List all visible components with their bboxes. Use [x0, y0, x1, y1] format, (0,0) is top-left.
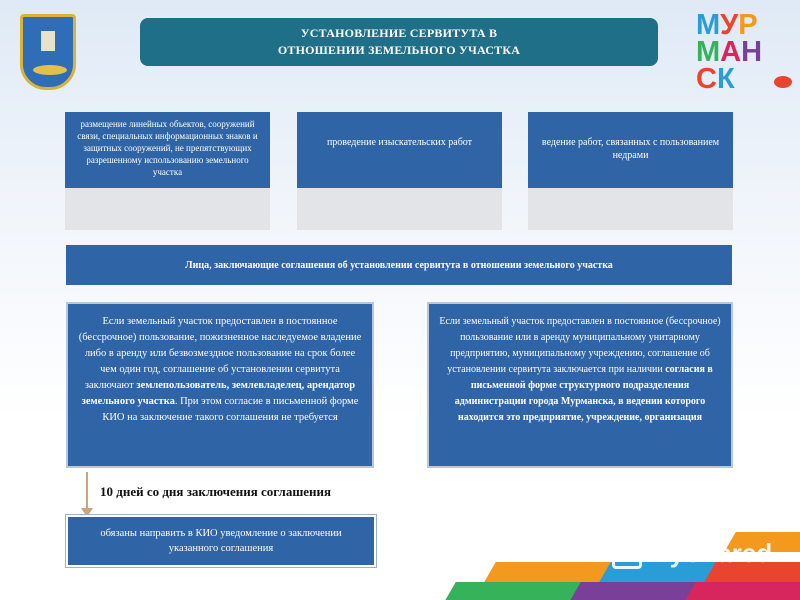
right-condition-text-1: Если земельный участок предоставлен в постоянное (бессрочное) пользование или в аренду муниципальному унитарному предприятию, муниципальному учреждению, соглашение об установлении сервитута заключается при наличии: [439, 316, 721, 375]
myshared-watermark: [612, 538, 772, 569]
page-title: УСТАНОВЛЕНИЕ СЕРВИТУТА В ОТНОШЕНИИ ЗЕМЕЛЬНОГО УЧАСТКА: [277, 26, 521, 57]
purpose-card-subsoil-works: [528, 112, 733, 230]
notice-box: [66, 515, 376, 567]
notice-text: обязаны направить в КИО уведомление о заключении указанного соглашения: [100, 528, 342, 554]
stripe: [444, 582, 586, 600]
parties-banner: [66, 245, 732, 285]
stripe: [684, 582, 800, 600]
right-condition-block: [427, 302, 733, 468]
stripe: [569, 582, 701, 600]
logo-letter: Р: [738, 9, 758, 41]
left-condition-text-2: . При этом согласие в письменной форме КИО на заключение такого соглашения не требуется: [102, 396, 359, 423]
page-title-box: [140, 18, 658, 66]
logo-row-3: [696, 63, 786, 95]
logo-fish-icon: [774, 76, 792, 88]
stripe: [484, 562, 616, 582]
murmansk-logo: [696, 9, 786, 96]
purpose-card-survey-works: [297, 112, 502, 230]
logo-letter: А: [720, 36, 742, 68]
crest-fish: [33, 65, 67, 75]
left-condition-text-1: Если земельный участок предоставлен в постоянное (бессрочное) пользование, пожизненное наследуемое владение либо в аренду или безвозмездное пользование на срок более чем один год, соглашение об установлении сервитута заключают: [78, 316, 362, 391]
logo-letter: М: [696, 36, 721, 68]
watermark-text: MyShared: [648, 538, 773, 568]
logo-row-2: [696, 36, 786, 68]
left-condition-bold: землепользователь, землевладелец, арендатор земельного участка: [81, 380, 356, 407]
myshared-logo-icon: [612, 539, 642, 569]
logo-row-1: [696, 9, 786, 41]
logo-letter: К: [716, 63, 735, 95]
logo-letter: М: [696, 9, 721, 41]
logo-letter: Н: [741, 36, 763, 68]
parties-banner-text: Лица, заключающие соглашения об установлении сервитута в отношении земельного участка: [185, 259, 613, 271]
purpose-card-text: размещение линейных объектов, сооружений связи, специальных информационных знаков и защитных сооружений, не препятствующих разрешенному использованию земельного участка: [65, 112, 270, 188]
deadline-label: 10 дней со дня заключения соглашения: [100, 484, 332, 499]
purpose-card-linear-objects: [65, 112, 270, 230]
city-coat-of-arms: [20, 14, 76, 90]
flow-arrow-line: [86, 472, 88, 510]
logo-letter: У: [720, 9, 739, 41]
crest-ship: [41, 31, 55, 51]
logo-letter: С: [696, 63, 717, 95]
purpose-card-text: ведение работ, связанных с пользованием недрами: [528, 112, 733, 188]
left-condition-block: [66, 302, 374, 468]
right-condition-bold: согласия в письменной форме структурного подразделения администрации города Мурманска, в ведении которого находится это предприятие, учреждение, организация: [454, 364, 713, 423]
purpose-card-text: проведение изыскательских работ: [297, 112, 502, 188]
